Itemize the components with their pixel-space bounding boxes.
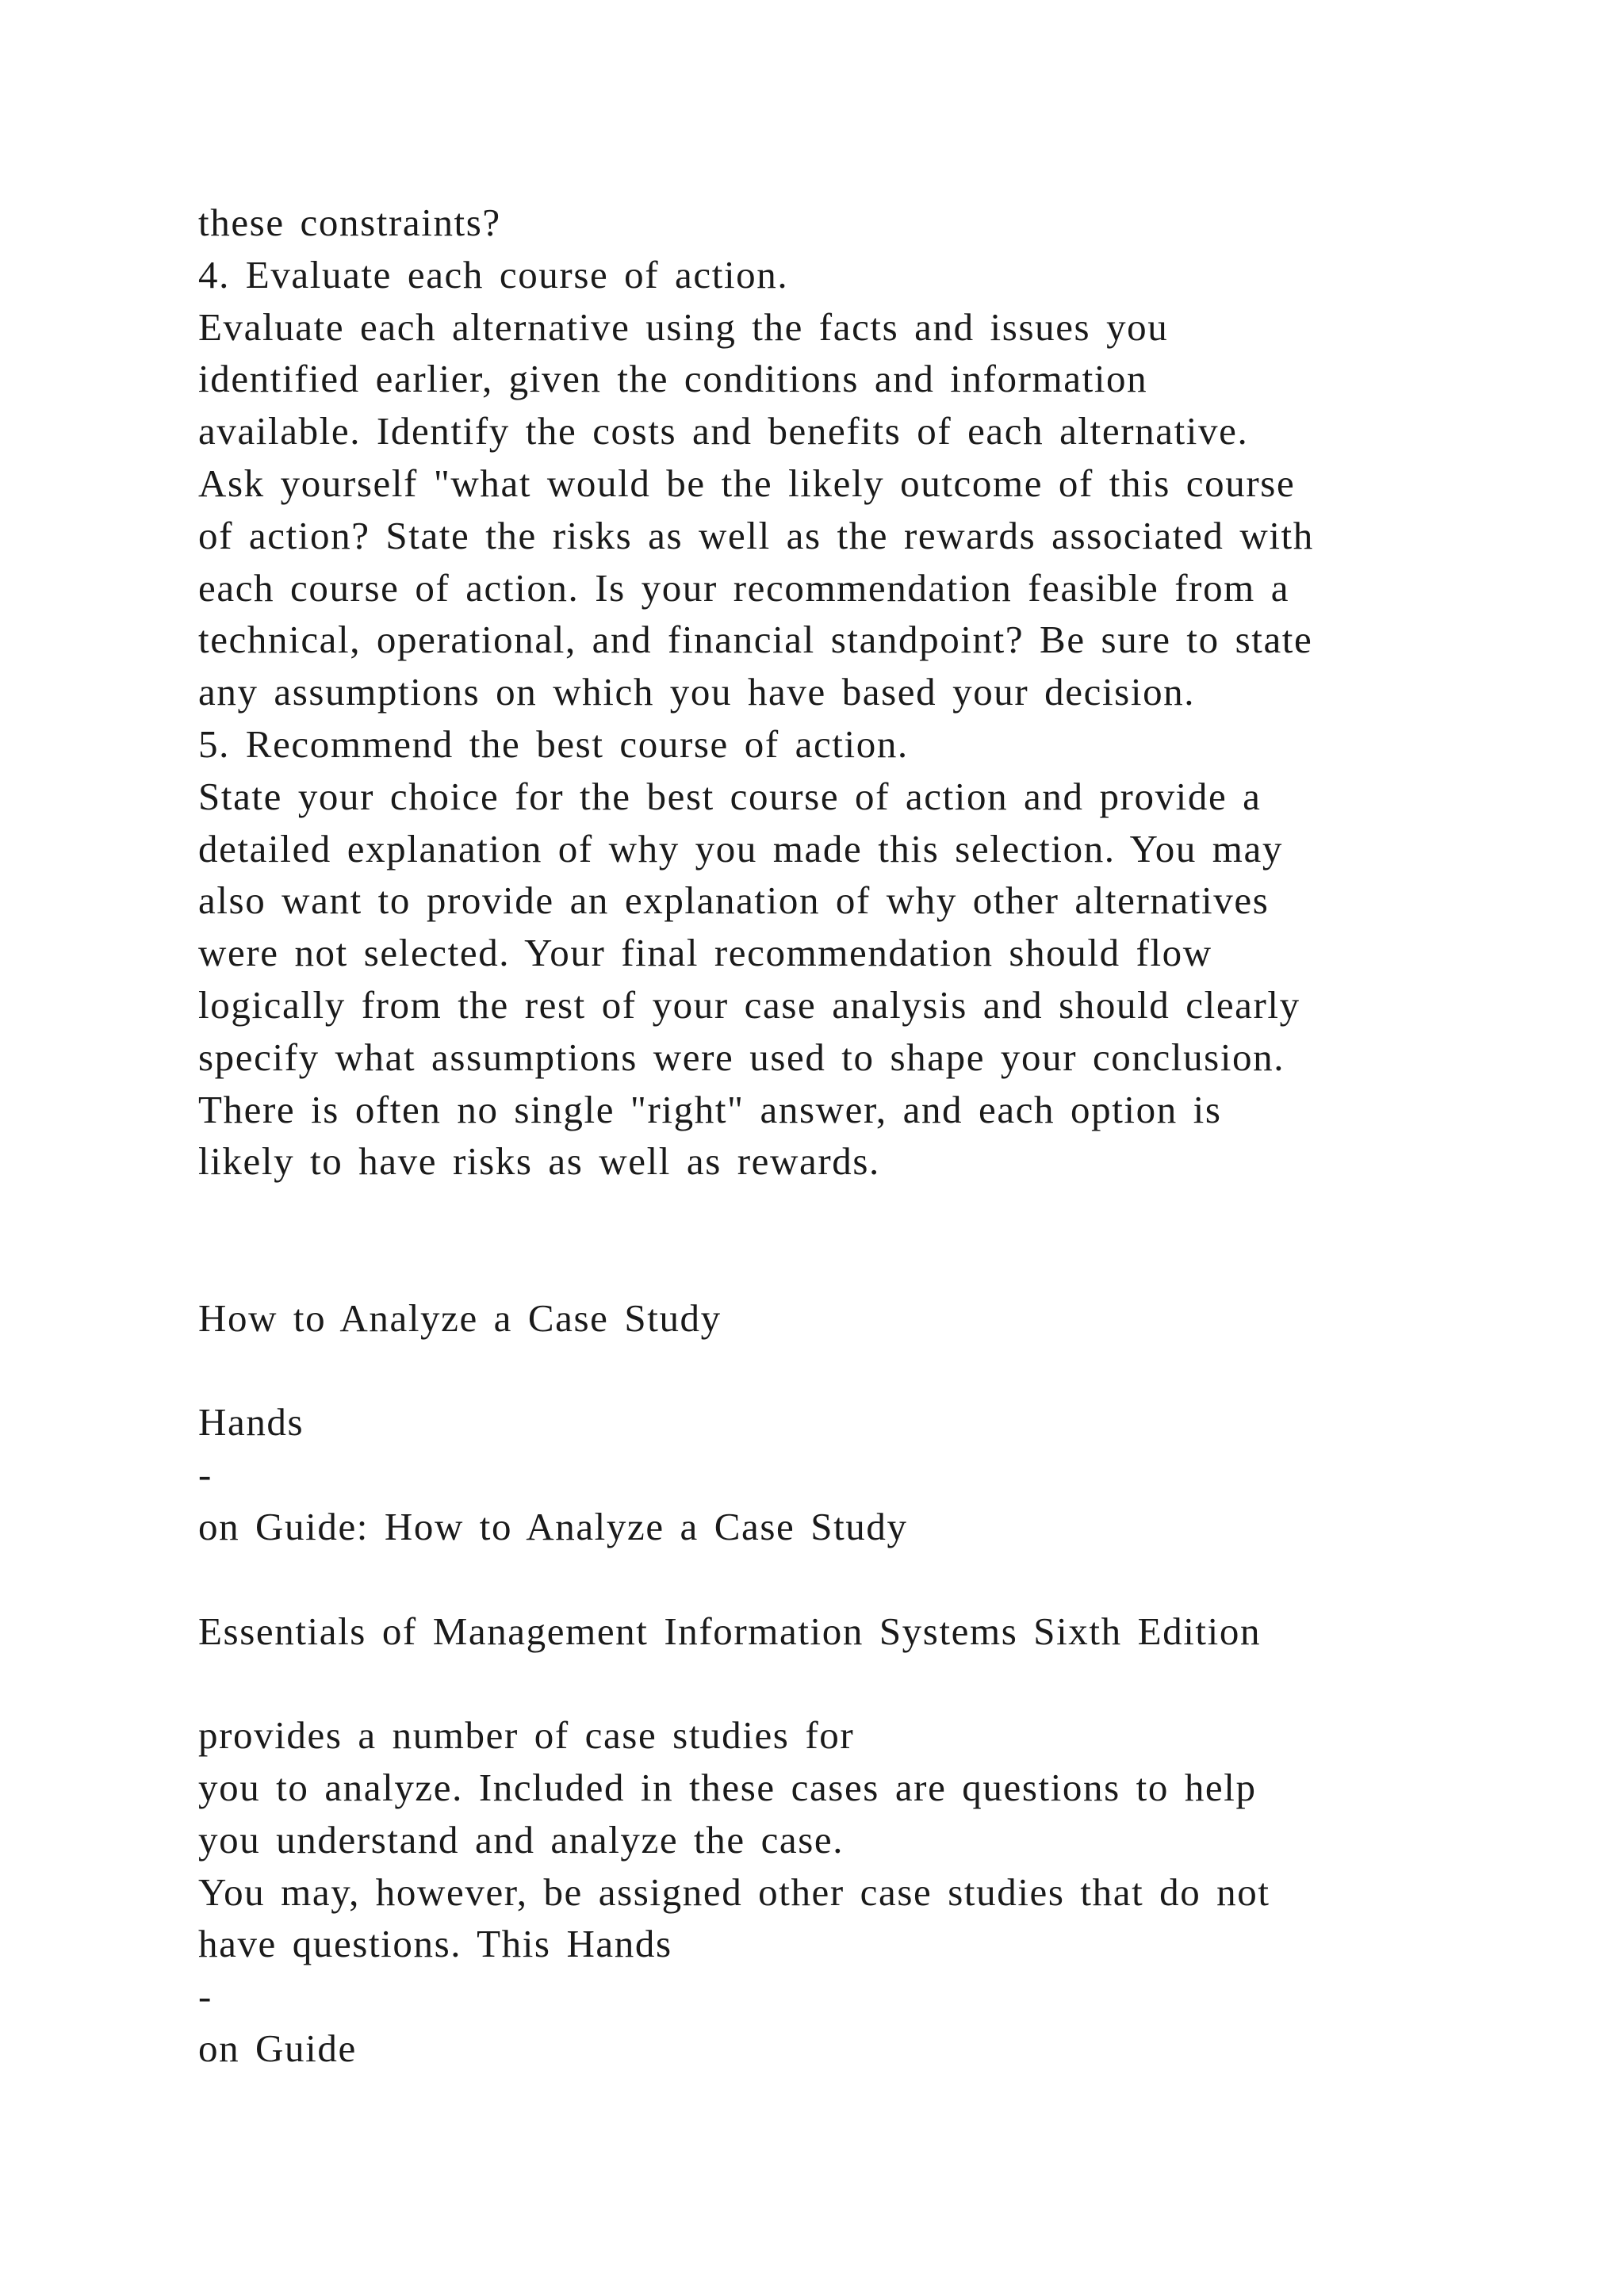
text-line: logically from the rest of your case analysis and should clearly [198, 982, 1300, 1027]
text-line: on Guide [198, 2026, 357, 2070]
text-line: Evaluate each alternative using the facts and issues you [198, 304, 1169, 349]
text-line: any assumptions on which you have based your decision. [198, 670, 1196, 714]
blank-line [198, 1188, 1546, 1240]
text-line: you to analyze. Included in these cases are questions to help [198, 1765, 1257, 1809]
text-line: State your choice for the best course of action and provide a [198, 774, 1262, 818]
text-line: specify what assumptions were used to shape your conclusion. [198, 1035, 1285, 1079]
text-line: have questions. This Hands [198, 1922, 672, 1966]
book-title: Essentials of Management Information Systems Sixth Edition [198, 1609, 1262, 1653]
text-line: provides a number of case studies for [198, 1713, 855, 1758]
section-heading-recommend: 5. Recommend the best course of action. [198, 721, 909, 766]
blank-line [198, 1657, 1546, 1709]
text-line: likely to have risks as well as rewards. [198, 1139, 880, 1184]
guide-heading: on Guide: How to Analyze a Case Study [198, 1504, 908, 1548]
text-line: of action? State the risks as well as the rewards associated with [198, 513, 1314, 557]
text-line: - [198, 1974, 213, 2019]
text-line: you understand and analyze the case. [198, 1817, 845, 1862]
blank-line [198, 1553, 1546, 1605]
text-line: There is often no single "right" answer, and each option is [198, 1087, 1222, 1131]
blank-line [198, 1240, 1546, 1292]
section-heading-evaluate: 4. Evaluate each course of action. [198, 252, 789, 297]
text-line: these constraints? [198, 201, 501, 244]
text-line: technical, operational, and financial standpoint? Be sure to state [198, 618, 1313, 662]
text-line: Hands [198, 1400, 304, 1445]
text-line: You may, however, be assigned other case studies that do not [198, 1869, 1270, 1914]
text-line: available. Identify the costs and benefits of each alternative. [198, 409, 1249, 453]
document-title: How to Analyze a Case Study [198, 1295, 722, 1340]
text-line: detailed explanation of why you made this selection. You may [198, 826, 1283, 871]
text-line: - [198, 1452, 213, 1497]
text-line: were not selected. Your final recommendation should flow [198, 931, 1212, 975]
text-line: Ask yourself "what would be the likely outcome of this course [198, 461, 1296, 505]
text-line: also want to provide an explanation of why other alternatives [198, 878, 1270, 923]
text-line: identified earlier, given the conditions and information [198, 357, 1148, 401]
document-body [198, 197, 1546, 2075]
blank-line [198, 1345, 1546, 1397]
text-line: each course of action. Is your recommendation feasible from a [198, 565, 1290, 610]
